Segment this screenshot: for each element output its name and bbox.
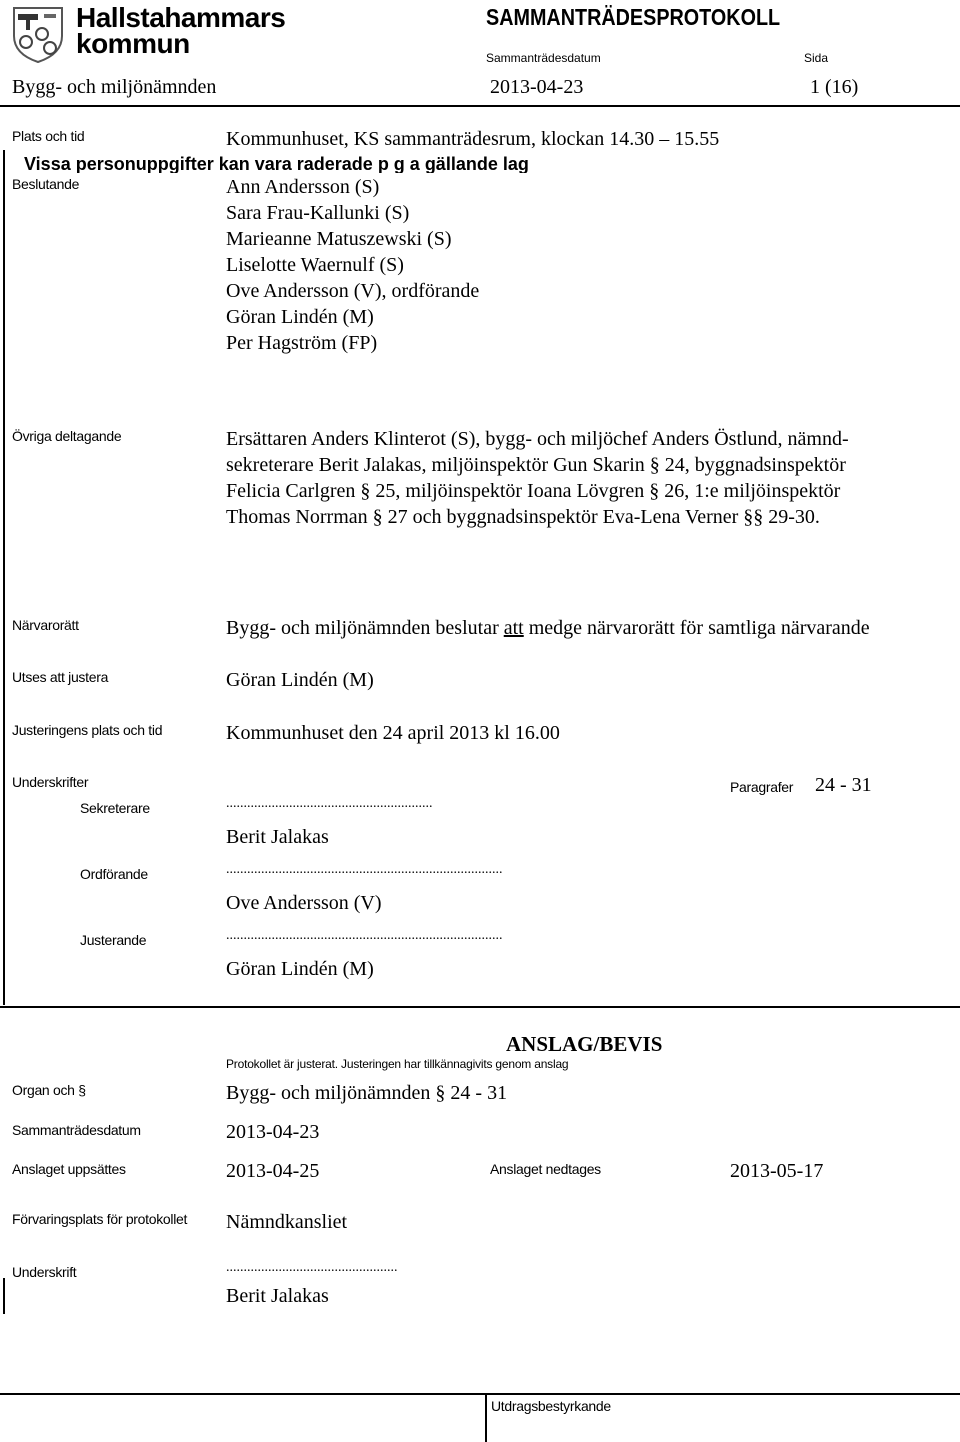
paragraphs-value: 24 - 31 xyxy=(815,774,872,796)
deciding-member: Göran Lindén (M) xyxy=(226,306,374,328)
deciding-member: Sara Frau-Kallunki (S) xyxy=(226,202,410,224)
notice-date-label: Sammanträdesdatum xyxy=(12,1122,141,1138)
adjuster-label: Justerande xyxy=(80,932,147,948)
header-divider xyxy=(0,105,960,107)
removed-value: 2013-05-17 xyxy=(730,1160,824,1182)
adjuster-name: Göran Lindén (M) xyxy=(226,958,374,980)
presence-att: att xyxy=(503,617,524,639)
place-label: Plats och tid xyxy=(12,128,85,144)
footer-box-rule xyxy=(485,1393,487,1442)
municipal-logo xyxy=(8,2,286,64)
notice-signer: Berit Jalakas xyxy=(226,1285,329,1307)
paragraphs-label: Paragrafer xyxy=(730,779,794,795)
logo-text-line1: Hallstahammars xyxy=(76,2,286,33)
left-margin-rule xyxy=(3,150,5,1005)
board-name: Bygg- och miljönämnden xyxy=(12,76,217,98)
posted-label: Anslaget uppsättes xyxy=(12,1161,126,1177)
adjuster-value: Göran Lindén (M) xyxy=(226,669,374,691)
adjust-place-label: Justeringens plats och tid xyxy=(12,722,163,738)
secretary-label: Sekreterare xyxy=(80,800,150,816)
date-label: Sammanträdesdatum xyxy=(486,51,601,65)
secretary-signature-line: ........................................................... xyxy=(226,796,433,811)
others-line: sekreterare Berit Jalakas, miljöinspektör Gun Skarin § 24, byggnadsinspektör xyxy=(226,454,846,476)
others-label: Övriga deltagande xyxy=(12,428,122,444)
organ-label: Organ och § xyxy=(12,1082,86,1098)
notice-title: ANSLAG/BEVIS xyxy=(506,1032,663,1056)
storage-label: Förvaringsplats för protokollet xyxy=(12,1211,188,1227)
adjuster-signature-line: ............................................................................... xyxy=(226,928,503,943)
chair-name: Ove Andersson (V) xyxy=(226,892,382,914)
privacy-notice: Vissa personuppgifter kan vara raderade p g a gällande lag xyxy=(24,154,529,173)
logo-text-line2: kommun xyxy=(76,28,190,59)
posted-value: 2013-04-25 xyxy=(226,1160,320,1182)
deciding-label: Beslutande xyxy=(12,176,80,192)
page-number: 1 (16) xyxy=(810,76,859,98)
others-line: Felicia Carlgren § 25, miljöinspektör Ioana Lövgren § 26, 1:e miljöinspektör xyxy=(226,480,841,502)
deciding-member: Ove Andersson (V), ordförande xyxy=(226,280,480,302)
presence-text-start: Bygg- och miljönämnden beslutar xyxy=(226,617,504,639)
place-value: Kommunhuset, KS sammanträdesrum, klockan 14.30 – 15.55 xyxy=(226,128,720,150)
chair-signature-line: ............................................................................... xyxy=(226,862,503,877)
presence-text-end: medge närvarorätt för samtliga närvarande xyxy=(523,617,870,639)
presence-label: Närvarorätt xyxy=(12,617,79,633)
notice-subtitle: Protokollet är justerat. Justeringen har tillkännagivits genom anslag xyxy=(226,1057,569,1071)
adjust-label: Utses att justera xyxy=(12,669,109,685)
storage-value: Nämndkansliet xyxy=(226,1211,348,1233)
deciding-member: Per Hagström (FP) xyxy=(226,332,378,354)
certify-label: Utdragsbestyrkande xyxy=(491,1398,611,1414)
presence-decision xyxy=(226,617,870,640)
deciding-member: Ann Andersson (S) xyxy=(226,176,380,198)
deciding-member: Liselotte Waernulf (S) xyxy=(226,254,404,276)
notice-date-value: 2013-04-23 xyxy=(226,1121,320,1143)
others-line: Thomas Norrman § 27 och byggnadsinspektör Eva-Lena Verner §§ 29-30. xyxy=(226,506,820,528)
signature-label: Underskrift xyxy=(12,1264,77,1280)
document-type: SAMMANTRÄDESPROTOKOLL xyxy=(486,4,781,30)
chair-label: Ordförande xyxy=(80,866,148,882)
page-label: Sida xyxy=(804,51,829,65)
deciding-member: Marieanne Matuszewski (S) xyxy=(226,228,452,250)
footer-divider xyxy=(0,1393,960,1395)
notice-signature-line: ................................................. xyxy=(226,1260,398,1275)
signatures-label: Underskrifter xyxy=(12,774,89,790)
meeting-date: 2013-04-23 xyxy=(490,76,584,98)
notice-divider xyxy=(0,1006,960,1008)
adjust-place-value: Kommunhuset den 24 april 2013 kl 16.00 xyxy=(226,722,560,744)
secretary-name: Berit Jalakas xyxy=(226,826,329,848)
removed-label: Anslaget nedtages xyxy=(490,1161,601,1177)
notice-left-rule xyxy=(3,1278,5,1314)
coat-of-arms-icon xyxy=(8,4,68,64)
organ-value: Bygg- och miljönämnden § 24 - 31 xyxy=(226,1082,508,1104)
others-line: Ersättaren Anders Klinterot (S), bygg- och miljöchef Anders Östlund, nämnd- xyxy=(226,428,849,450)
